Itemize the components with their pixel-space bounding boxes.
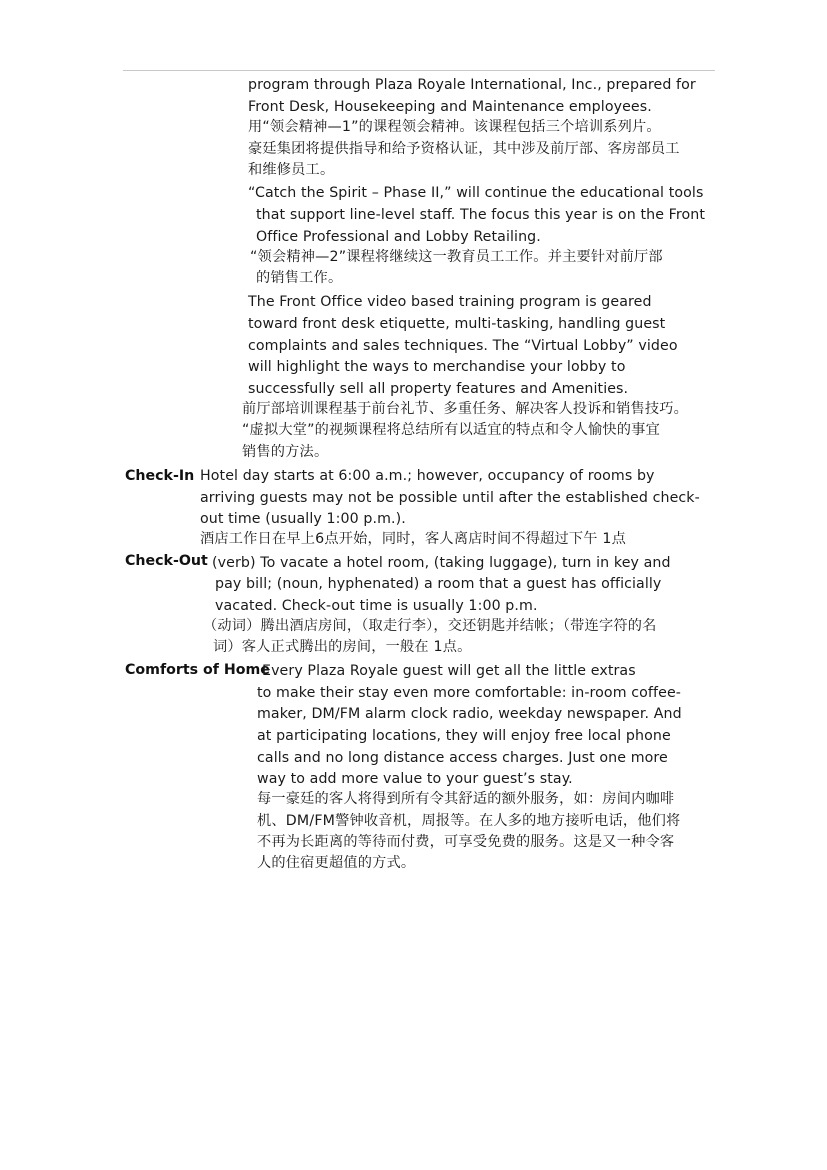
- intro-en2-line: that support line-level staff. The focus this year is on the Front: [256, 207, 706, 223]
- intro-en3-line: The Front Office video based training program is geared: [248, 294, 652, 310]
- intro-en2-line: Office Professional and Lobby Retailing.: [256, 229, 541, 245]
- check-in-en-line: out time (usually 1:00 p.m.).: [200, 511, 406, 527]
- term-check-in: Check-In: [125, 468, 195, 484]
- check-out-en-line: vacated. Check-out time is usually 1:00 p.m.: [215, 598, 538, 614]
- comforts-en-line: maker, DM/FM alarm clock radio, weekday newspaper. And: [257, 706, 682, 722]
- intro-cn3-line: 前厅部培训课程基于前台礼节、多重任务、解决客人投诉和销售技巧。: [242, 401, 689, 417]
- comforts-en-line: to make their stay even more comfortable: in-room coffee-: [257, 685, 681, 701]
- intro-cn1-line: 豪廷集团将提供指导和给予资格认证，其中涉及前厅部、客房部员工: [248, 141, 680, 157]
- comforts-cn-line: 人的住宿更超值的方式。: [257, 855, 416, 871]
- intro-en3-line: complaints and sales techniques. The “Virtual Lobby” video: [248, 338, 678, 354]
- comforts-en-line: calls and no long distance access charges. Just one more: [257, 750, 668, 766]
- comforts-en-line: way to add more value to your guest’s stay.: [257, 771, 573, 787]
- intro-cn1-line: 用“领会精神—1”的课程领会精神。该课程包括三个培训系列片。: [248, 119, 661, 135]
- intro-en2-line: “Catch the Spirit – Phase II,” will continue the educational tools: [248, 185, 704, 201]
- term-check-out: Check-Out: [125, 553, 208, 569]
- intro-en3-line: toward front desk etiquette, multi-tasking, handling guest: [248, 316, 666, 332]
- term-comforts-of-home: Comforts of Home: [125, 662, 270, 678]
- check-in-cn-line: 酒店工作日在早上6点开始，同时，客人离店时间不得超过下午 1点: [200, 531, 627, 547]
- comforts-en-line: Every Plaza Royale guest will get all the little extras: [262, 663, 636, 679]
- intro-cn2-line: 的销售工作。: [256, 270, 343, 286]
- intro-en3-line: will highlight the ways to merchandise your lobby to: [248, 359, 626, 375]
- check-out-cn-line: （动词）腾出酒店房间，（取走行李），交还钥匙并结帐；（带连字符的名: [203, 618, 657, 634]
- comforts-cn-line: 机、DM/FM警钟收音机，周报等。在人多的地方接听电话，他们将: [257, 813, 681, 829]
- comforts-cn-line: 每一豪廷的客人将得到所有令其舒适的额外服务，如：房间内咖啡: [257, 791, 675, 807]
- intro-cn1-line: 和维修员工。: [248, 162, 335, 178]
- intro-en3-line: successfully sell all property features and Amenities.: [248, 381, 629, 397]
- comforts-cn-line: 不再为长距离的等待而付费，可享受免费的服务。这是又一种令客: [257, 834, 675, 850]
- intro-cn2-line: “领会精神—2”课程将继续这一教育员工工作。并主要针对前厅部: [250, 249, 663, 265]
- intro-en1-line: Front Desk, Housekeeping and Maintenance employees.: [248, 99, 652, 115]
- check-out-en-line: (verb) To vacate a hotel room, (taking luggage), turn in key and: [212, 555, 671, 571]
- comforts-en-line: at participating locations, they will enjoy free local phone: [257, 728, 671, 744]
- intro-cn3-line: “虚拟大堂”的视频课程将总结所有以适宜的特点和令人愉快的事宜: [242, 422, 660, 438]
- intro-en1-line: program through Plaza Royale International, Inc., prepared for: [248, 77, 696, 93]
- check-out-cn-line: 词）客人正式腾出的房间，一般在 1点。: [213, 639, 472, 655]
- check-in-en-line: arriving guests may not be possible until after the established check-: [200, 490, 700, 506]
- check-in-en-line: Hotel day starts at 6:00 a.m.; however, occupancy of rooms by: [200, 468, 655, 484]
- intro-cn3-line: 销售的方法。: [242, 444, 329, 460]
- header-rule: [123, 70, 715, 71]
- check-out-en-line: pay bill; (noun, hyphenated) a room that a guest has officially: [215, 576, 662, 592]
